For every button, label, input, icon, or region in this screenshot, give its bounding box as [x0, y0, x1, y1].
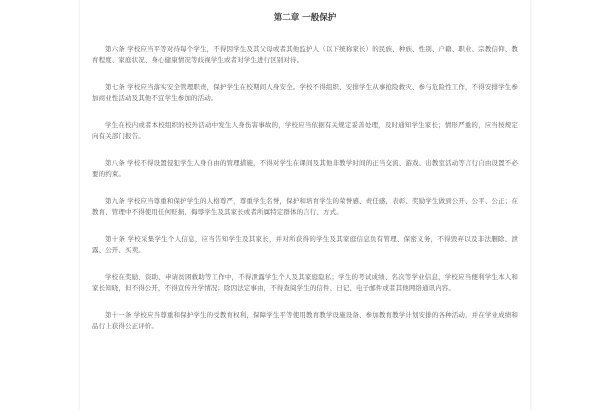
article-7-injury-paragraph: 学生在校内或者本校组织的校外活动中发生人身伤害事故的，学校应当依据有关规定妥善处理，及时通知学生家长；情形严重的，应当按规定向有关部门报告。: [92, 121, 518, 140]
document-body: [92, 12, 518, 348]
article-6-paragraph: 第六条 学校应当平等对待每个学生，不得因学生及其父母或者其他监护人（以下统称家长）的民族、种族、性别、户籍、职业、宗教信仰、教育程度、家庭状况、身心健康情况等歧视学生或者对学生进行区别对待。: [92, 45, 518, 64]
article-11-paragraph: 第十一条 学校应当尊重和保护学生的受教育权利，保障学生平等使用教育教学设施设备、参加教育教学计划安排的各种活动，并在学业成绩和品行上获得公正评价。: [92, 311, 518, 330]
article-7-paragraph: 第七条 学校应当落实安全管理职责，保护学生在校期间人身安全。学校不得组织、安排学生从事抢险救灾、参与危险性工作，不得安排学生参加商业性活动及其他不宜学生参加的活动。: [92, 83, 518, 102]
article-8-paragraph: 第八条 学校不得设置侵犯学生人身自由的管理措施，不得对学生在课间及其他非教学时间的正当交流、游戏、出教室活动等言行自由设置不必要的约束。: [92, 159, 518, 178]
chapter-title: 第二章 一般保护: [273, 13, 337, 23]
article-10-privacy-paragraph: 学校在奖励、资助、申请贫困救助等工作中，不得泄露学生个人及其家庭隐私；学生的考试成绩、名次等学业信息，学校应当便利学生本人和家长知晓，但不得公开，不得宣传升学情况；除因法定事由，不得查阅学生的信件、日记、电子邮件或者其他网络通讯内容。: [92, 273, 518, 292]
article-9-paragraph: 第九条 学校应当尊重和保护学生的人格尊严，尊重学生名誉，保护和培育学生的荣誉感、责任感，表彰、奖励学生做到公开、公平、公正；在教育、管理中不得使用任何贬损、侮辱学生及其家长或者所属特定群体的言行、方式。: [92, 197, 518, 216]
article-10-paragraph: 第十条 学校采集学生个人信息，应当告知学生及其家长，并对所获得的学生及其家庭信息负有管理、保密义务，不得毁弃以及非法删除、泄露、公开、买卖。: [92, 235, 518, 254]
document-page: [80, 0, 530, 411]
